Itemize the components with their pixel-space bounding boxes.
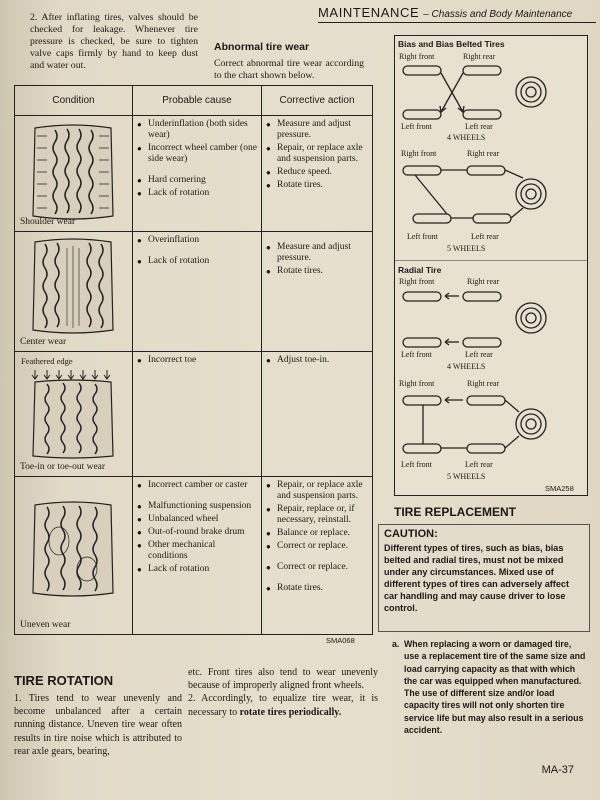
bias-5-wheel-diagram (395, 160, 587, 230)
action-cell (262, 232, 373, 352)
rotation-paragraph-2-emphasis: rotate tires periodically. (239, 706, 342, 718)
cause-item: ● Underinflation (both sides wear) (137, 119, 257, 141)
caution-box (378, 524, 590, 632)
condition-label: Uneven wear (20, 620, 71, 630)
action-item: ● Correct or replace. (266, 541, 368, 552)
tire-rotation-title: TIRE ROTATION (14, 673, 114, 688)
action-item: ● Correct or replace. (266, 562, 368, 573)
label-right-front: Right front (399, 277, 435, 286)
action-item: ● Reduce speed. (266, 167, 368, 178)
header-subsection: – Chassis and Body Maintenance (423, 9, 573, 20)
col-header-cause: Probable cause (133, 86, 262, 116)
rotation-paragraph-1-cont: etc. Front tires also tend to wear unevenly because of improperly aligned front wheels. (188, 667, 378, 692)
radial-5-wheel-diagram (395, 390, 587, 460)
abnormal-wear-title: Abnormal tire wear (214, 41, 310, 53)
feathered-edge-label: Feathered edge (21, 356, 73, 366)
cause-item: ● Lack of rotation (137, 188, 257, 199)
table-row (15, 116, 373, 232)
caption-4-wheels: 4 WHEELS (447, 133, 486, 142)
tire-replacement-title: TIRE REPLACEMENT (394, 505, 517, 519)
col-header-action: Corrective action (262, 86, 373, 116)
action-cell (262, 116, 373, 232)
cause-item: ● Lack of rotation (137, 256, 257, 267)
bias-4-wheel-diagram (395, 62, 587, 124)
caption-5-wheels: 5 WHEELS (447, 244, 486, 253)
cause-item: ● Incorrect wheel camber (one side wear) (137, 143, 257, 165)
cause-item: ● Out-of-round brake drum (137, 527, 257, 538)
paragraph-label: a. (392, 639, 400, 649)
label-left-rear: Left rear (465, 460, 493, 469)
replacement-paragraph (392, 638, 588, 736)
caption-4-wheels: 4 WHEELS (447, 362, 486, 371)
action-item: ● Rotate tires. (266, 266, 368, 277)
action-cell (262, 352, 373, 477)
cause-item: ● Unbalanced wheel (137, 514, 257, 525)
cause-item: ● Lack of rotation (137, 564, 257, 575)
page-number: MA-37 (541, 764, 574, 776)
center-wear-tread-illustration (25, 238, 121, 334)
label-right-rear: Right rear (467, 149, 500, 158)
caution-text: Different types of tires, such as bias, bias belted and radial tires, must not be mixed under any circumstances. Mixed use of different types of tires can adversely affect car handling and may cause driver to lose control. (384, 543, 569, 613)
cause-item: ● Malfunctioning suspension (137, 501, 257, 512)
label-left-rear: Left rear (471, 232, 499, 241)
header-section: MAINTENANCE (318, 5, 420, 20)
condition-cell (15, 352, 133, 477)
cause-item: ● Incorrect camber or caster (137, 480, 257, 491)
caution-heading: CAUTION: (384, 528, 438, 540)
label-left-front: Left front (401, 122, 432, 131)
col-header-condition: Condition (15, 86, 133, 116)
cause-item: ● Overinflation (137, 235, 257, 246)
table-row (15, 477, 373, 635)
abnormal-wear-text: Correct abnormal tire wear according to the chart shown below. (214, 58, 364, 81)
shoulder-wear-tread-illustration (25, 124, 121, 220)
condition-cell (15, 477, 133, 635)
label-left-front: Left front (407, 232, 438, 241)
intro-paragraph: 2. After inflating tires, valves should be checked for leakage. Whenever tire pressure is checked, be sure to tighten valve caps firmly by hand to keep dust and water out. (30, 12, 198, 71)
label-right-front: Right front (401, 149, 437, 158)
action-item: ● Balance or replace. (266, 528, 368, 539)
radial-4-wheel-diagram (395, 288, 587, 350)
condition-label: Center wear (20, 337, 67, 347)
label-right-rear: Right rear (463, 52, 496, 61)
uneven-wear-tread-illustration (25, 501, 121, 597)
cause-cell (133, 477, 262, 635)
action-item: ● Measure and adjust pressure. (266, 242, 368, 264)
label-left-rear: Left rear (465, 122, 493, 131)
bias-title: Bias and Bias Belted Tires (398, 39, 505, 49)
rotation-paragraph-continued (188, 666, 378, 719)
action-item: ● Measure and adjust pressure. (266, 119, 368, 141)
tire-wear-table (14, 85, 373, 635)
toe-wear-tread-illustration (25, 370, 121, 460)
label-left-rear: Left rear (465, 350, 493, 359)
action-item: ● Repair, replace or, if necessary, reinstall. (266, 504, 368, 526)
rotation-paragraph-2 (188, 692, 378, 718)
paragraph-text: When replacing a worn or damaged tire, use a replacement tire of the same size and load carrying capacity as that with which the car was equipped when manufactured. The use of different size and/or load capacity tires will not only shorten tire service life but may also result in a serious accident. (404, 639, 586, 736)
action-item: ● Rotate tires. (266, 583, 368, 594)
action-item: ● Rotate tires. (266, 180, 368, 191)
condition-label: Toe-in or toe-out wear (20, 462, 106, 472)
cause-item: ● Other mechanical conditions (137, 540, 257, 562)
label-left-front: Left front (401, 350, 432, 359)
cause-item: ● Hard cornering (137, 175, 257, 186)
page-header (318, 4, 596, 23)
table-row (15, 232, 373, 352)
cause-cell (133, 352, 262, 477)
cause-cell (133, 116, 262, 232)
action-item: ● Repair, or replace axle and suspension parts. (266, 143, 368, 165)
label-right-rear: Right rear (467, 379, 500, 388)
rotation-diagram-box (394, 35, 588, 496)
rotation-figure-code: SMA258 (545, 484, 574, 493)
cause-cell (133, 232, 262, 352)
table-figure-code: SMA068 (326, 636, 355, 645)
caption-5-wheels: 5 WHEELS (447, 472, 486, 481)
cause-item: ● Incorrect toe (137, 355, 257, 366)
rotation-paragraph-2-start: 2. Accordingly, to equalize tire wear, it is necessary to (188, 693, 378, 718)
label-right-front: Right front (399, 379, 435, 388)
condition-label: Shoulder wear (20, 217, 76, 227)
rotation-paragraph-1: 1. Tires tend to wear unevenly and become unbalanced after a certain running distance. Uneven tire wear often results in tire noise which is attributed to rear axle gears, bearing, (14, 693, 182, 757)
table-row (15, 352, 373, 477)
action-item: ● Adjust toe-in. (266, 355, 368, 366)
condition-cell (15, 116, 133, 232)
radial-title: Radial Tire (398, 265, 442, 275)
condition-cell (15, 232, 133, 352)
action-cell (262, 477, 373, 635)
action-item: ● Repair, or replace axle and suspension parts. (266, 480, 368, 502)
label-right-front: Right front (399, 52, 435, 61)
label-left-front: Left front (401, 460, 432, 469)
label-right-rear: Right rear (467, 277, 500, 286)
